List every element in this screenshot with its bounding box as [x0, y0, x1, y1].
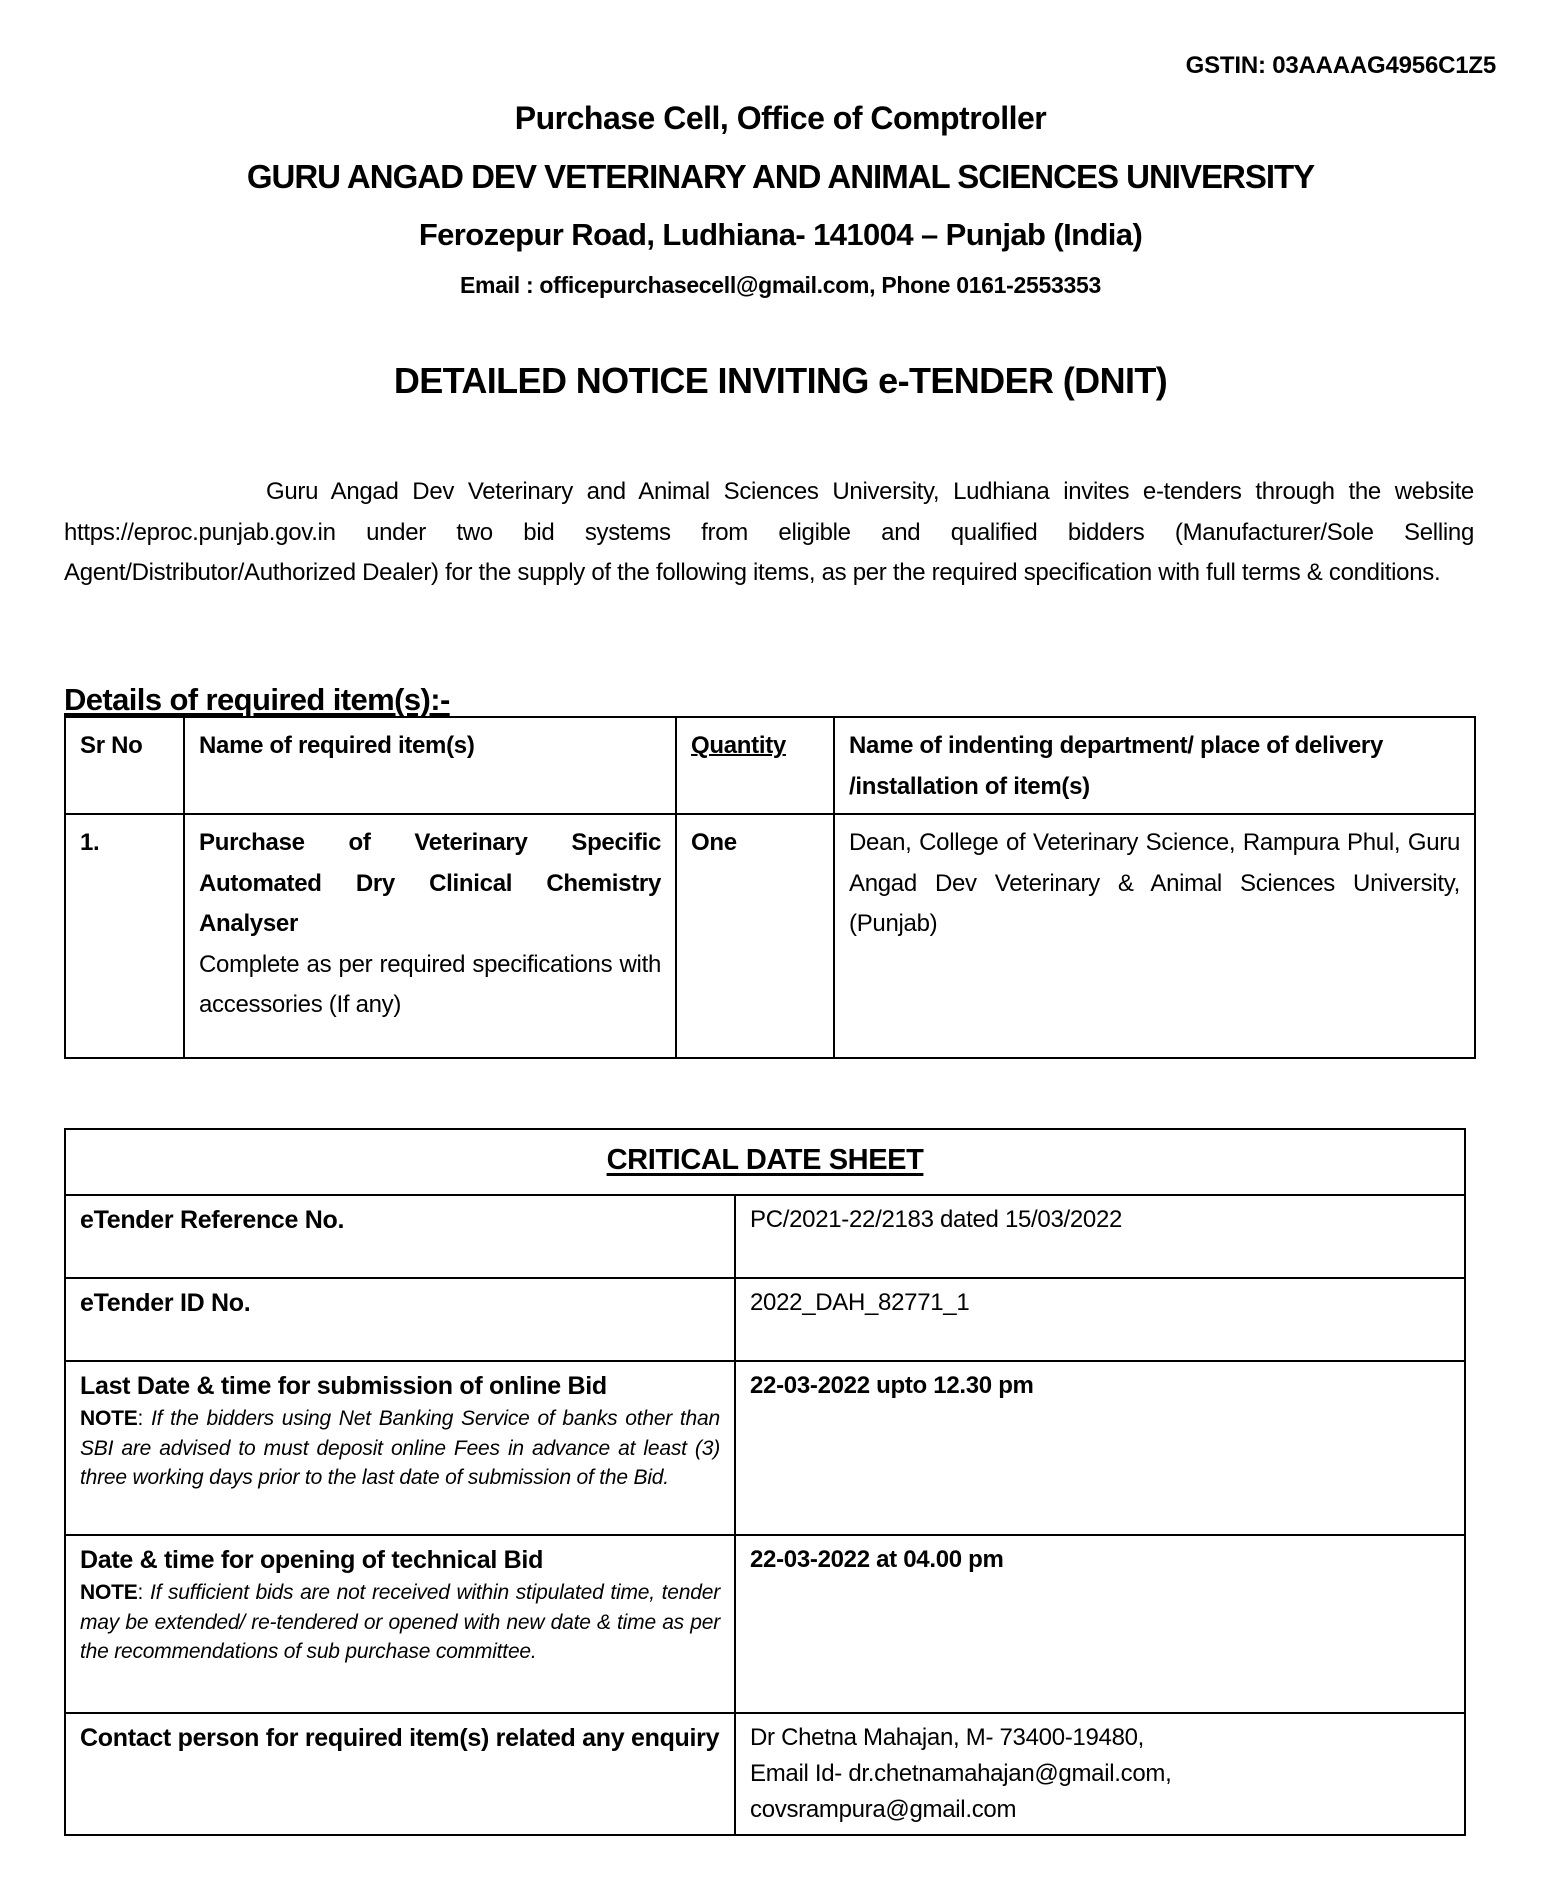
- gstin-number: GSTIN: 03AAAAG4956C1Z5: [1185, 52, 1496, 79]
- cds-note: NOTE: If sufficient bids are not received within stipulated time, tender may be extended/ re-tendered or opened with new date & time as per the recommendations of sub purchase committee.: [80, 1581, 720, 1663]
- item-name-cell: [184, 814, 676, 1058]
- table-row: [65, 814, 1475, 1058]
- cds-value: 22-03-2022 at 04.00 pm: [735, 1535, 1465, 1713]
- items-section-heading: Details of required item(s):-: [64, 682, 450, 717]
- item-sr-no: 1.: [65, 814, 184, 1058]
- quantity-header-text: Quantity: [691, 732, 786, 759]
- note-text: If the bidders using Net Banking Service of banks other than SBI are advised to must deposit online Fees in advance at least (3) three working days prior to the last date of submission of the Bid.: [80, 1407, 720, 1489]
- office-name: Purchase Cell, Office of Comptroller: [514, 100, 1047, 136]
- document-title: DETAILED NOTICE INVITING e-TENDER (DNIT): [393, 360, 1168, 401]
- cds-label: Last Date & time for submission of online Bid: [80, 1372, 607, 1400]
- intro-paragraph: Guru Angad Dev Veterinary and Animal Sciences University, Ludhiana invites e-tenders through the website https://eproc.punjab.gov.in under two bid systems from eligible and qualified bidders (Manufacturer/Sole Selling Agent/Distributor/Authorized Dealer) for the supply of the following items, as per the required specification with full terms & conditions.: [64, 478, 1474, 586]
- cds-value: 2022_DAH_82771_1: [735, 1278, 1465, 1361]
- note-prefix: NOTE: [80, 1407, 138, 1430]
- cds-row-contact: [65, 1713, 1465, 1835]
- cds-label: Contact person for required item(s) related any enquiry: [65, 1713, 735, 1835]
- contact-email-alt-link[interactable]: covsrampura@gmail.com: [750, 1796, 1017, 1823]
- university-name: GURU ANGAD DEV VETERINARY AND ANIMAL SCIENCES UNIVERSITY: [246, 158, 1315, 195]
- cds-row-submission: [65, 1361, 1465, 1535]
- items-table-header: [65, 717, 1475, 814]
- cds-value: PC/2021-22/2183 dated 15/03/2022: [735, 1195, 1465, 1278]
- col-header-quantity: [676, 717, 834, 814]
- critical-date-sheet: [64, 1128, 1466, 1836]
- cds-value: 22-03-2022 upto 12.30 pm: [735, 1361, 1465, 1535]
- required-items-table: [64, 716, 1476, 1059]
- cds-note: NOTE: If the bidders using Net Banking Service of banks other than SBI are advised to must deposit online Fees in advance at least (3) three working days prior to the last date of submission of the Bid.: [80, 1407, 720, 1489]
- cds-label: Date & time for opening of technical Bid: [80, 1546, 544, 1574]
- cds-label-cell: [65, 1535, 735, 1713]
- contact-person: Dr Chetna Mahajan, M- 73400-19480,: [750, 1724, 1145, 1751]
- cds-row-tender-id: [65, 1278, 1465, 1361]
- item-name: Purchase of Veterinary Specific Automated Dry Clinical Chemistry Analyser: [199, 829, 661, 937]
- cds-label: eTender Reference No.: [65, 1195, 735, 1278]
- col-header-sr-no: Sr No: [65, 717, 184, 814]
- cds-row-opening: [65, 1535, 1465, 1713]
- item-quantity: One: [676, 814, 834, 1058]
- cds-label: eTender ID No.: [65, 1278, 735, 1361]
- cds-label-cell: [65, 1361, 735, 1535]
- note-prefix: NOTE: [80, 1581, 138, 1604]
- note-text: If sufficient bids are not received within stipulated time, tender may be extended/ re-tendered or opened with new date & time as per the recommendations of sub purchase committee.: [80, 1581, 720, 1663]
- cds-row-reference: [65, 1195, 1465, 1278]
- contact-info: Email : officepurchasecell@gmail.com, Phone 0161-2553353: [460, 272, 1101, 298]
- cds-title-row: [65, 1129, 1465, 1195]
- cds-contact-value: [735, 1713, 1465, 1835]
- item-detail: Complete as per required specifications with accessories (If any): [199, 950, 661, 1018]
- item-department: Dean, College of Veterinary Science, Rampura Phul, Guru Angad Dev Veterinary & Animal Sciences University, (Punjab): [834, 814, 1475, 1058]
- contact-email-link[interactable]: Email Id- dr.chetnamahajan@gmail.com,: [750, 1760, 1172, 1787]
- university-address: Ferozepur Road, Ludhiana- 141004 – Punjab (India): [418, 217, 1143, 252]
- cds-title-cell: [65, 1129, 1465, 1195]
- col-header-item-name: Name of required item(s): [184, 717, 676, 814]
- cds-title: CRITICAL DATE SHEET: [606, 1143, 924, 1176]
- col-header-department: Name of indenting department/ place of delivery /installation of item(s): [834, 717, 1475, 814]
